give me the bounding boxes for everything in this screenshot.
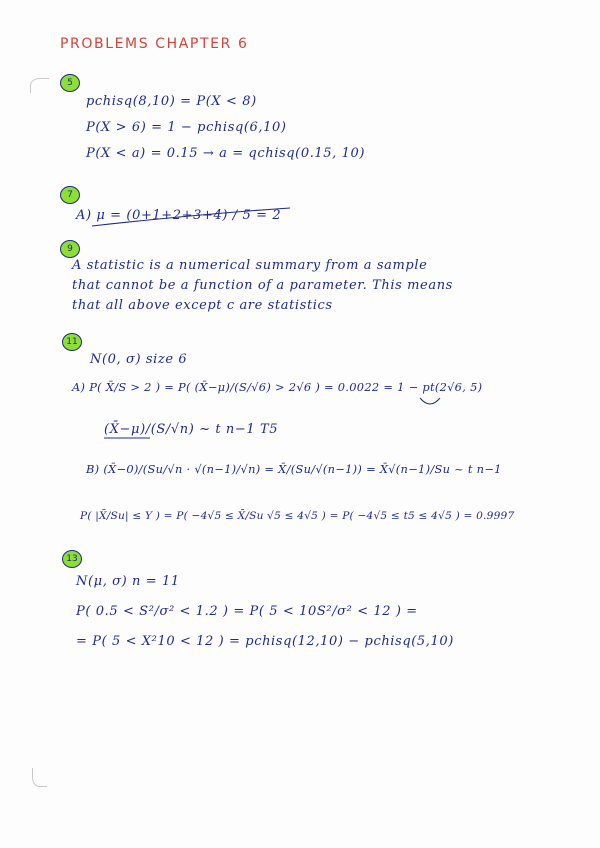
problem-number-badge: 5	[60, 74, 80, 92]
page-title: PROBLEMS CHAPTER 6	[60, 36, 249, 52]
solution-line: P( 0.5 < S²/σ² < 1.2 ) = P( 5 < 10S²/σ² < 12 ) =	[76, 604, 418, 619]
solution-line: A statistic is a numerical summary from a sample	[72, 258, 428, 273]
solution-line: P( |X̄/Su| ≤ Y ) = P( −4√5 ≤ X̄/Su √5 ≤ 4√5 ) = P( −4√5 ≤ t5 ≤ 4√5 ) = 0.9997	[80, 510, 515, 522]
solution-line: N(0, σ) size 6	[90, 352, 188, 367]
solution-line: that all above except c are statistics	[72, 298, 333, 313]
solution-line: N(μ, σ) n = 11	[76, 574, 180, 589]
problem-number-badge: 7	[60, 186, 80, 204]
solution-line: P(X < a) = 0.15 → a = qchisq(0.15, 10)	[86, 146, 366, 161]
solution-line: = P( 5 < X²10 < 12 ) = pchisq(12,10) − pchisq(5,10)	[76, 634, 454, 649]
problem-number-badge: 13	[62, 550, 82, 568]
problem-number-badge: 11	[62, 333, 82, 351]
solution-line: (X̄−μ)/(S/√n) ~ t n−1 T5	[104, 422, 279, 437]
solution-line: B) (X̄−0)/(Su/√n · √(n−1)/√n) = X̄/(Su/√(n−1)) = X̄√(n−1)/Su ~ t n−1	[86, 462, 502, 476]
problem-number-badge: 9	[60, 240, 80, 258]
solution-line: P(X > 6) = 1 − pchisq(6,10)	[86, 120, 287, 135]
solution-line: pchisq(8,10) = P(X < 8)	[86, 94, 257, 109]
solution-line: A) μ = (0+1+2+3+4) / 5 = 2	[76, 208, 282, 223]
solution-line: A) P( X̄/S > 2 ) = P( (X̄−μ)/(S/√6) > 2√6 ) = 0.0022 = 1 − pt(2√6, 5)	[72, 380, 483, 394]
solution-line: that cannot be a function of a parameter. This means	[72, 278, 453, 293]
